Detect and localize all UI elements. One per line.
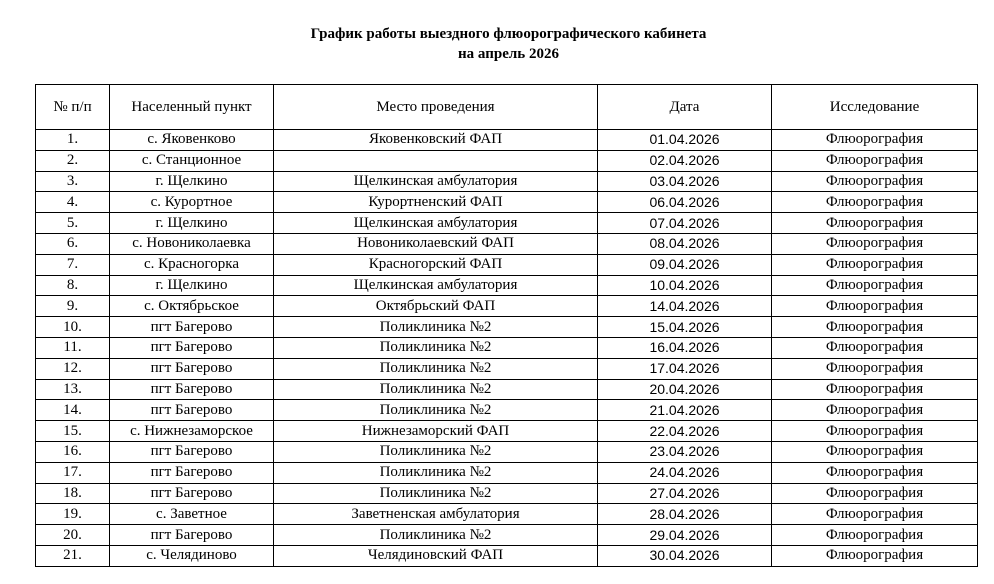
venue-cell: Нижнезаморский ФАП bbox=[274, 421, 598, 442]
locality-cell: с. Станционное bbox=[110, 150, 274, 171]
examination-cell: Флюорография bbox=[772, 462, 978, 483]
locality-cell: с. Курортное bbox=[110, 192, 274, 213]
table-row bbox=[36, 358, 978, 379]
date-cell: 06.04.2026 bbox=[598, 192, 772, 213]
locality-cell: пгт Багерово bbox=[110, 337, 274, 358]
locality-cell: пгт Багерово bbox=[110, 525, 274, 546]
table-row bbox=[36, 296, 978, 317]
row-number-cell: 9. bbox=[36, 296, 110, 317]
venue-cell: Октябрьский ФАП bbox=[274, 296, 598, 317]
date-cell: 23.04.2026 bbox=[598, 441, 772, 462]
examination-cell: Флюорография bbox=[772, 337, 978, 358]
venue-cell: Челядиновский ФАП bbox=[274, 545, 598, 566]
examination-cell: Флюорография bbox=[772, 171, 978, 192]
examination-cell: Флюорография bbox=[772, 358, 978, 379]
examination-cell: Флюорография bbox=[772, 275, 978, 296]
examination-cell: Флюорография bbox=[772, 317, 978, 338]
venue-cell: Яковенковский ФАП bbox=[274, 130, 598, 151]
table-row bbox=[36, 233, 978, 254]
table-row bbox=[36, 254, 978, 275]
schedule-table-body bbox=[36, 130, 978, 567]
header-number: № п/п bbox=[36, 85, 110, 130]
row-number-cell: 8. bbox=[36, 275, 110, 296]
venue-cell: Курортненский ФАП bbox=[274, 192, 598, 213]
examination-cell: Флюорография bbox=[772, 233, 978, 254]
table-row bbox=[36, 504, 978, 525]
locality-cell: с. Новониколаевка bbox=[110, 233, 274, 254]
date-cell: 30.04.2026 bbox=[598, 545, 772, 566]
date-cell: 22.04.2026 bbox=[598, 421, 772, 442]
venue-cell: Поликлиника №2 bbox=[274, 441, 598, 462]
examination-cell: Флюорография bbox=[772, 421, 978, 442]
locality-cell: пгт Багерово bbox=[110, 379, 274, 400]
examination-cell: Флюорография bbox=[772, 400, 978, 421]
date-cell: 15.04.2026 bbox=[598, 317, 772, 338]
row-number-cell: 6. bbox=[36, 233, 110, 254]
row-number-cell: 1. bbox=[36, 130, 110, 151]
venue-cell: Поликлиника №2 bbox=[274, 358, 598, 379]
table-row bbox=[36, 462, 978, 483]
locality-cell: с. Красногорка bbox=[110, 254, 274, 275]
table-row bbox=[36, 213, 978, 234]
venue-cell: Заветненская амбулатория bbox=[274, 504, 598, 525]
header-row bbox=[36, 85, 978, 130]
date-cell: 28.04.2026 bbox=[598, 504, 772, 525]
examination-cell: Флюорография bbox=[772, 130, 978, 151]
examination-cell: Флюорография bbox=[772, 441, 978, 462]
row-number-cell: 11. bbox=[36, 337, 110, 358]
locality-cell: пгт Багерово bbox=[110, 441, 274, 462]
venue-cell: Щелкинская амбулатория bbox=[274, 171, 598, 192]
header-venue: Место проведения bbox=[274, 85, 598, 130]
table-row bbox=[36, 525, 978, 546]
row-number-cell: 4. bbox=[36, 192, 110, 213]
venue-cell: Поликлиника №2 bbox=[274, 379, 598, 400]
table-row bbox=[36, 192, 978, 213]
date-cell: 17.04.2026 bbox=[598, 358, 772, 379]
row-number-cell: 14. bbox=[36, 400, 110, 421]
locality-cell: пгт Багерово bbox=[110, 358, 274, 379]
locality-cell: пгт Багерово bbox=[110, 317, 274, 338]
row-number-cell: 18. bbox=[36, 483, 110, 504]
examination-cell: Флюорография bbox=[772, 150, 978, 171]
row-number-cell: 3. bbox=[36, 171, 110, 192]
examination-cell: Флюорография bbox=[772, 545, 978, 566]
header-date: Дата bbox=[598, 85, 772, 130]
venue-cell: Поликлиника №2 bbox=[274, 462, 598, 483]
title-line-2: на апрель 2026 bbox=[458, 46, 559, 62]
date-cell: 07.04.2026 bbox=[598, 213, 772, 234]
row-number-cell: 21. bbox=[36, 545, 110, 566]
locality-cell: г. Щелкино bbox=[110, 275, 274, 296]
venue-cell: Щелкинская амбулатория bbox=[274, 213, 598, 234]
venue-cell: Поликлиника №2 bbox=[274, 525, 598, 546]
row-number-cell: 15. bbox=[36, 421, 110, 442]
date-cell: 01.04.2026 bbox=[598, 130, 772, 151]
row-number-cell: 20. bbox=[36, 525, 110, 546]
locality-cell: г. Щелкино bbox=[110, 171, 274, 192]
locality-cell: с. Яковенково bbox=[110, 130, 274, 151]
date-cell: 20.04.2026 bbox=[598, 379, 772, 400]
venue-cell: Поликлиника №2 bbox=[274, 483, 598, 504]
schedule-table bbox=[35, 84, 978, 567]
locality-cell: пгт Багерово bbox=[110, 400, 274, 421]
examination-cell: Флюорография bbox=[772, 192, 978, 213]
date-cell: 10.04.2026 bbox=[598, 275, 772, 296]
date-cell: 08.04.2026 bbox=[598, 233, 772, 254]
date-cell: 03.04.2026 bbox=[598, 171, 772, 192]
date-cell: 14.04.2026 bbox=[598, 296, 772, 317]
examination-cell: Флюорография bbox=[772, 504, 978, 525]
row-number-cell: 19. bbox=[36, 504, 110, 525]
venue-cell: Поликлиника №2 bbox=[274, 400, 598, 421]
date-cell: 29.04.2026 bbox=[598, 525, 772, 546]
row-number-cell: 10. bbox=[36, 317, 110, 338]
table-row bbox=[36, 150, 978, 171]
table-row bbox=[36, 317, 978, 338]
row-number-cell: 7. bbox=[36, 254, 110, 275]
locality-cell: пгт Багерово bbox=[110, 462, 274, 483]
title-line-1: График работы выездного флюорографического кабинета bbox=[310, 26, 707, 42]
venue-cell: Щелкинская амбулатория bbox=[274, 275, 598, 296]
locality-cell: г. Щелкино bbox=[110, 213, 274, 234]
venue-cell: Поликлиника №2 bbox=[274, 337, 598, 358]
venue-cell: Красногорский ФАП bbox=[274, 254, 598, 275]
table-row bbox=[36, 130, 978, 151]
table-row bbox=[36, 379, 978, 400]
table-row bbox=[36, 337, 978, 358]
examination-cell: Флюорография bbox=[772, 296, 978, 317]
row-number-cell: 5. bbox=[36, 213, 110, 234]
examination-cell: Флюорография bbox=[772, 483, 978, 504]
locality-cell: пгт Багерово bbox=[110, 483, 274, 504]
venue-cell: Поликлиника №2 bbox=[274, 317, 598, 338]
date-cell: 09.04.2026 bbox=[598, 254, 772, 275]
examination-cell: Флюорография bbox=[772, 379, 978, 400]
date-cell: 02.04.2026 bbox=[598, 150, 772, 171]
table-row bbox=[36, 441, 978, 462]
row-number-cell: 13. bbox=[36, 379, 110, 400]
row-number-cell: 16. bbox=[36, 441, 110, 462]
venue-cell: Новониколаевский ФАП bbox=[274, 233, 598, 254]
examination-cell: Флюорография bbox=[772, 525, 978, 546]
header-locality: Населенный пункт bbox=[110, 85, 274, 130]
table-row bbox=[36, 275, 978, 296]
header-examination: Исследование bbox=[772, 85, 978, 130]
date-cell: 24.04.2026 bbox=[598, 462, 772, 483]
locality-cell: с. Октябрьское bbox=[110, 296, 274, 317]
date-cell: 21.04.2026 bbox=[598, 400, 772, 421]
row-number-cell: 2. bbox=[36, 150, 110, 171]
venue-cell bbox=[274, 150, 598, 171]
table-row bbox=[36, 483, 978, 504]
table-row bbox=[36, 400, 978, 421]
table-row bbox=[36, 171, 978, 192]
date-cell: 16.04.2026 bbox=[598, 337, 772, 358]
table-row bbox=[36, 421, 978, 442]
document-title bbox=[0, 24, 994, 64]
examination-cell: Флюорография bbox=[772, 254, 978, 275]
row-number-cell: 12. bbox=[36, 358, 110, 379]
table-row bbox=[36, 545, 978, 566]
locality-cell: с. Заветное bbox=[110, 504, 274, 525]
schedule-table-head bbox=[36, 85, 978, 130]
date-cell: 27.04.2026 bbox=[598, 483, 772, 504]
locality-cell: с. Челядиново bbox=[110, 545, 274, 566]
locality-cell: с. Нижнезаморское bbox=[110, 421, 274, 442]
examination-cell: Флюорография bbox=[772, 213, 978, 234]
row-number-cell: 17. bbox=[36, 462, 110, 483]
